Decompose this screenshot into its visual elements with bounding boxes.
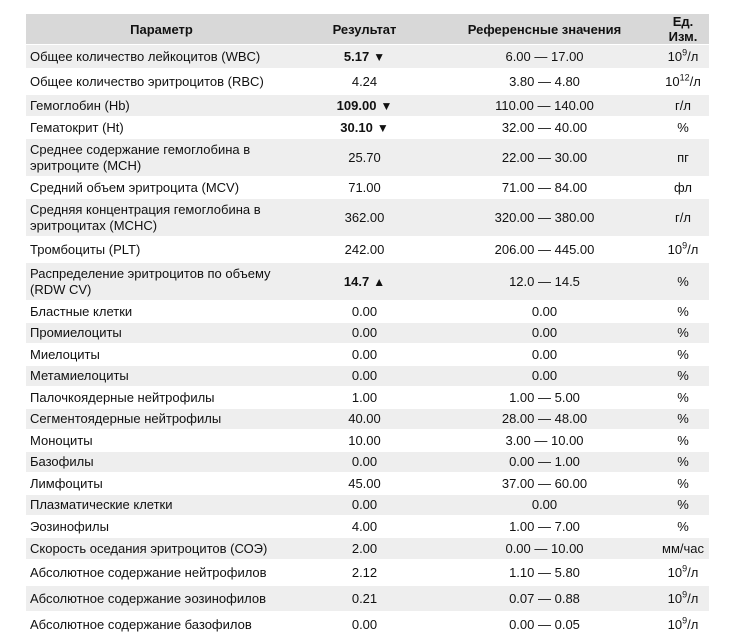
table-row <box>26 117 709 139</box>
parameter-cell: Среднее содержание гемоглобина в эритроците (МСН) <box>26 139 297 177</box>
result-cell <box>297 612 432 638</box>
unit-cell <box>657 237 709 263</box>
reference-cell: 0.00 — 1.00 <box>432 452 657 473</box>
unit-exponent: 9 <box>682 563 688 574</box>
table-row <box>26 301 709 323</box>
unit-base: 10 <box>667 564 683 580</box>
result-value: 1.00 <box>351 389 378 405</box>
reference-cell: 1.00 — 7.00 <box>432 516 657 538</box>
parameter-cell: Скорость оседания эритроцитов (СОЭ) <box>26 538 297 560</box>
parameter-cell: Средняя концентрация гемоглобина в эритроцитах (МСНС) <box>26 199 297 237</box>
unit-suffix: /л <box>689 73 701 89</box>
table-row <box>26 45 709 69</box>
result-value: 0.00 <box>351 368 378 383</box>
table-row <box>26 612 709 638</box>
reference-cell: 37.00 — 60.00 <box>432 473 657 495</box>
result-value: 25.70 <box>348 149 381 165</box>
reference-cell: 0.00 <box>432 495 657 516</box>
parameter-cell: Тромбоциты (PLT) <box>26 237 297 263</box>
unit-cell: пг <box>657 139 709 177</box>
reference-cell: 6.00 — 17.00 <box>432 45 657 69</box>
unit-cell <box>657 69 709 95</box>
results-table <box>26 14 709 638</box>
result-cell <box>297 387 432 409</box>
table-row <box>26 237 709 263</box>
parameter-cell: Метамиелоциты <box>26 366 297 387</box>
unit-base: 10 <box>667 48 683 64</box>
unit-cell: % <box>657 263 709 301</box>
result-value: 0.00 <box>351 346 378 362</box>
reference-cell: 206.00 — 445.00 <box>432 237 657 263</box>
table-row <box>26 69 709 95</box>
table-row <box>26 366 709 387</box>
unit-cell: г/л <box>657 199 709 237</box>
unit-exponent: 9 <box>682 240 688 251</box>
table-row <box>26 560 709 586</box>
table-row <box>26 177 709 199</box>
result-value: 14.7 <box>343 273 370 289</box>
header-unit: Ед. Изм. <box>657 14 709 45</box>
result-value: 0.00 <box>351 325 378 340</box>
parameter-cell: Моноциты <box>26 430 297 452</box>
table-row <box>26 586 709 612</box>
parameter-cell: Средний объем эритроцита (MCV) <box>26 177 297 199</box>
result-cell <box>297 69 432 95</box>
table-row <box>26 495 709 516</box>
table-row <box>26 387 709 409</box>
unit-cell: % <box>657 495 709 516</box>
unit-cell: г/л <box>657 95 709 117</box>
unit-cell <box>657 612 709 638</box>
result-value: 10.00 <box>348 432 381 448</box>
unit-cell: % <box>657 387 709 409</box>
unit-exponent: 9 <box>682 589 688 600</box>
reference-cell: 110.00 — 140.00 <box>432 95 657 117</box>
reference-cell: 1.00 — 5.00 <box>432 387 657 409</box>
result-cell <box>297 538 432 560</box>
result-cell <box>297 516 432 538</box>
arrow-down-icon: ▼ <box>380 98 393 113</box>
result-value: 4.00 <box>351 518 378 534</box>
header-parameter: Параметр <box>26 14 297 45</box>
result-value: 5.17 <box>343 48 370 64</box>
result-value: 0.00 <box>351 454 378 469</box>
unit-suffix: /л <box>687 48 699 64</box>
result-cell <box>297 237 432 263</box>
result-cell <box>297 430 432 452</box>
result-cell <box>297 366 432 387</box>
table-row <box>26 473 709 495</box>
result-cell <box>297 586 432 612</box>
parameter-cell: Абсолютное содержание базофилов <box>26 612 297 638</box>
parameter-cell: Общее количество лейкоцитов (WBC) <box>26 45 297 69</box>
reference-cell: 0.00 <box>432 344 657 366</box>
result-value: 0.21 <box>351 590 378 606</box>
unit-cell: мм/час <box>657 538 709 560</box>
table-row <box>26 263 709 301</box>
parameter-cell: Общее количество эритроцитов (RBC) <box>26 69 297 95</box>
result-cell <box>297 452 432 473</box>
table-row <box>26 430 709 452</box>
unit-cell: % <box>657 409 709 430</box>
unit-cell: % <box>657 323 709 344</box>
result-cell <box>297 139 432 177</box>
unit-cell: % <box>657 117 709 139</box>
unit-base: 10 <box>665 73 680 89</box>
unit-cell: % <box>657 301 709 323</box>
unit-exponent: 12 <box>679 72 690 83</box>
unit-cell: фл <box>657 177 709 199</box>
result-value: 0.00 <box>351 303 378 319</box>
result-cell <box>297 45 432 69</box>
parameter-cell: Палочкоядерные нейтрофилы <box>26 387 297 409</box>
result-cell <box>297 473 432 495</box>
result-value: 2.00 <box>351 540 378 556</box>
table-body <box>26 45 709 638</box>
parameter-cell: Бластные клетки <box>26 301 297 323</box>
reference-cell: 3.80 — 4.80 <box>432 69 657 95</box>
reference-cell: 71.00 — 84.00 <box>432 177 657 199</box>
reference-cell: 12.0 — 14.5 <box>432 263 657 301</box>
arrow-down-icon: ▼ <box>376 120 389 135</box>
parameter-cell: Абсолютное содержание эозинофилов <box>26 586 297 612</box>
result-cell <box>297 495 432 516</box>
header-result: Результат <box>297 14 432 45</box>
result-cell <box>297 177 432 199</box>
result-cell <box>297 344 432 366</box>
unit-cell: % <box>657 430 709 452</box>
result-value: 4.24 <box>351 73 378 89</box>
parameter-cell: Абсолютное содержание нейтрофилов <box>26 560 297 586</box>
unit-exponent: 9 <box>682 47 688 58</box>
result-cell <box>297 323 432 344</box>
result-cell <box>297 263 432 301</box>
unit-cell <box>657 45 709 69</box>
unit-suffix: /л <box>687 241 699 257</box>
reference-cell: 0.00 — 10.00 <box>432 538 657 560</box>
reference-cell: 0.00 <box>432 323 657 344</box>
header-reference: Референсные значения <box>432 14 657 45</box>
result-value: 242.00 <box>344 241 385 257</box>
unit-suffix: /л <box>687 616 699 632</box>
unit-base: 10 <box>667 590 683 606</box>
result-value: 109.00 <box>336 97 377 113</box>
unit-cell: % <box>657 516 709 538</box>
result-value: 45.00 <box>348 475 381 491</box>
unit-base: 10 <box>667 241 683 257</box>
unit-cell <box>657 560 709 586</box>
parameter-cell: Сегментоядерные нейтрофилы <box>26 409 297 430</box>
unit-exponent: 9 <box>682 615 688 626</box>
result-value: 40.00 <box>348 411 381 426</box>
arrow-up-icon: ▲ <box>373 274 386 289</box>
table-row <box>26 344 709 366</box>
table-row <box>26 409 709 430</box>
parameter-cell: Распределение эритроцитов по объему (RDW CV) <box>26 263 297 301</box>
reference-cell: 320.00 — 380.00 <box>432 199 657 237</box>
result-cell <box>297 199 432 237</box>
parameter-cell: Миелоциты <box>26 344 297 366</box>
unit-base: 10 <box>667 616 683 632</box>
header-row <box>26 14 709 45</box>
table-row <box>26 323 709 344</box>
result-value: 30.10 <box>340 119 373 135</box>
parameter-cell: Базофилы <box>26 452 297 473</box>
table-row <box>26 95 709 117</box>
unit-cell: % <box>657 473 709 495</box>
parameter-cell: Лимфоциты <box>26 473 297 495</box>
reference-cell: 3.00 — 10.00 <box>432 430 657 452</box>
unit-cell: % <box>657 344 709 366</box>
unit-cell: % <box>657 452 709 473</box>
reference-cell: 0.00 <box>432 301 657 323</box>
reference-cell: 1.10 — 5.80 <box>432 560 657 586</box>
reference-cell: 0.00 <box>432 366 657 387</box>
unit-suffix: /л <box>687 564 699 580</box>
reference-cell: 28.00 — 48.00 <box>432 409 657 430</box>
parameter-cell: Промиелоциты <box>26 323 297 344</box>
table-row <box>26 452 709 473</box>
parameter-cell: Эозинофилы <box>26 516 297 538</box>
table-row <box>26 516 709 538</box>
reference-cell: 0.07 — 0.88 <box>432 586 657 612</box>
result-value: 2.12 <box>351 564 378 580</box>
result-value: 0.00 <box>351 616 378 632</box>
reference-cell: 22.00 — 30.00 <box>432 139 657 177</box>
result-value: 362.00 <box>344 209 385 225</box>
table-row <box>26 139 709 177</box>
unit-cell: % <box>657 366 709 387</box>
unit-suffix: /л <box>687 590 699 606</box>
table-row <box>26 199 709 237</box>
parameter-cell: Гематокрит (Ht) <box>26 117 297 139</box>
table-header <box>26 14 709 45</box>
result-value: 71.00 <box>348 179 381 195</box>
parameter-cell: Плазматические клетки <box>26 495 297 516</box>
result-value: 0.00 <box>351 497 378 512</box>
unit-cell <box>657 586 709 612</box>
result-cell <box>297 409 432 430</box>
reference-cell: 0.00 — 0.05 <box>432 612 657 638</box>
table-row <box>26 538 709 560</box>
arrow-down-icon: ▼ <box>373 49 386 64</box>
result-cell <box>297 117 432 139</box>
reference-cell: 32.00 — 40.00 <box>432 117 657 139</box>
parameter-cell: Гемоглобин (Hb) <box>26 95 297 117</box>
result-cell <box>297 560 432 586</box>
result-cell <box>297 95 432 117</box>
result-cell <box>297 301 432 323</box>
